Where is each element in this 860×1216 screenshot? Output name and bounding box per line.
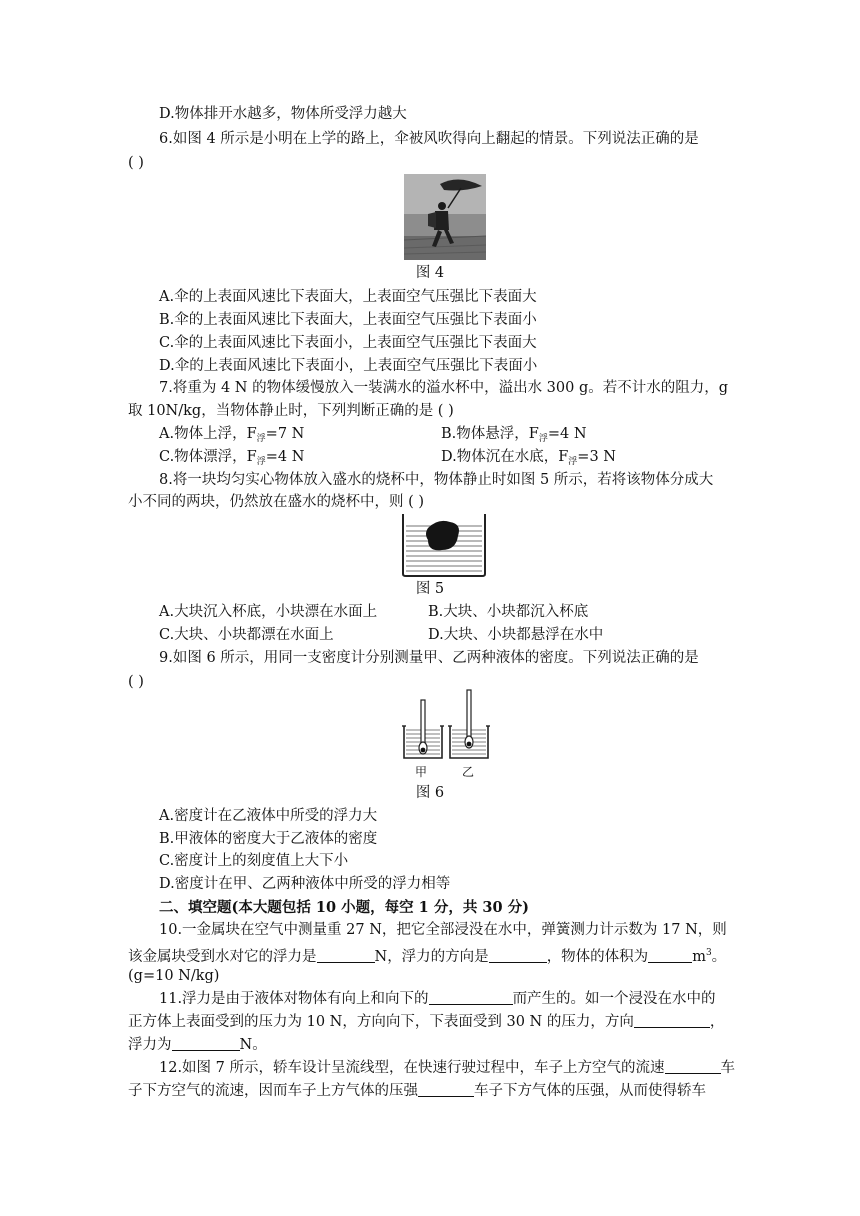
q6-stem: 6.如图 4 所示是小明在上学的路上，伞被风吹得向上翻起的情景。下列说法正确的是 xyxy=(159,131,699,147)
q7-option-a: A.物体上浮，$F_浮=7$ N xyxy=(159,426,305,444)
q11-blank-1[interactable] xyxy=(429,990,513,1005)
q5-option-d: D.物体排开水越多，物体所受浮力越大 xyxy=(159,106,407,122)
q9-option-d: D.密度计在甲、乙两种液体中所受的浮力相等 xyxy=(159,876,451,892)
q9-stem: 9.如图 6 所示，用同一支密度计分别测量甲、乙两种液体的密度。下列说法正确的是 xyxy=(159,650,699,666)
q8-option-a: A.大块沉入杯底，小块漂在水面上 xyxy=(159,604,378,620)
q9-option-c: C.密度计上的刻度值上大下小 xyxy=(159,853,349,869)
q7-option-c: C.物体漂浮，$F_浮=4$ N xyxy=(159,449,305,467)
figure-5-caption: 图 5 xyxy=(415,581,445,597)
q8-stem-cont: 小不同的两块，仍然放在盛水的烧杯中，则 ( ) xyxy=(128,494,425,510)
label-yi: 乙 xyxy=(462,765,475,779)
section-2-heading: 二、填空题(本大题包括 10 小题，每空 1 分，共 30 分) xyxy=(159,899,529,916)
q10-blank-1[interactable] xyxy=(317,948,375,963)
hydrometer-figure-6 xyxy=(400,686,492,764)
q11-blank-3[interactable] xyxy=(172,1036,240,1051)
q8-option-d: D.大块、小块都悬浮在水中 xyxy=(428,627,604,643)
figure-4-caption: 图 4 xyxy=(415,265,445,281)
q12-line1: 12.如图 7 所示，轿车设计呈流线型，在快速行驶过程中，车子上方空气的流速 车 xyxy=(159,1060,736,1076)
q6-option-c: C.伞的上表面风速比下表面小，上表面空气压强比下表面大 xyxy=(159,335,537,351)
q7-stem: 7.将重为 4 N 的物体缓慢放入一装满水的溢水杯中，溢出水 300 g。若不计水的阻力，g xyxy=(159,380,729,396)
q9-option-b: B.甲液体的密度大于乙液体的密度 xyxy=(159,831,378,847)
q6-option-a: A.伞的上表面风速比下表面大，上表面空气压强比下表面大 xyxy=(159,289,537,305)
q10-line1: 10.一金属块在空气中测量重 27 N，把它全部浸没在水中，弹簧测力计示数为 17 N，则 xyxy=(159,922,727,938)
q9-answer-paren: ( ) xyxy=(128,674,144,690)
q7-option-d: D.物体沉在水底，$F_浮=3$ N xyxy=(441,449,616,467)
q10-line3: (g=10 N/kg) xyxy=(128,968,220,984)
q10-blank-2[interactable] xyxy=(489,948,547,963)
q10-line2: 该金属块受到水对它的浮力是 N，浮力的方向是 ，物体的体积为 $m^3$。 xyxy=(128,948,727,965)
q7-stem-cont: 取 10N/kg，当物体静止时，下列判断正确的是 ( ) xyxy=(128,403,454,419)
q12-blank-1[interactable] xyxy=(665,1059,721,1074)
q7-option-b: B.物体悬浮，$F_浮=4$ N xyxy=(441,426,587,444)
umbrella-photo-figure xyxy=(404,174,486,260)
q11-line3: 浮力为 N。 xyxy=(128,1037,267,1053)
q11-line2: 正方体上表面受到的压力为 10 N，方向向下，下表面受到 30 N 的压力，方向 ， xyxy=(128,1014,725,1030)
q11-blank-2[interactable] xyxy=(634,1013,710,1028)
q6-answer-paren: ( ) xyxy=(128,155,144,171)
q6-option-b: B.伞的上表面风速比下表面大，上表面空气压强比下表面小 xyxy=(159,312,537,328)
q11-line1: 11.浮力是由于液体对物体有向上和向下的 而产生的。如一个浸没在水中的 xyxy=(159,991,716,1007)
q12-line2: 子下方空气的流速，因而车子上方气体的压强 车子下方气体的压强，从而使得轿车 xyxy=(128,1083,706,1099)
q8-option-c: C.大块、小块都漂在水面上 xyxy=(159,627,334,643)
q10-blank-3[interactable] xyxy=(648,948,692,963)
q12-blank-2[interactable] xyxy=(418,1082,474,1097)
figure-6-caption: 图 6 xyxy=(415,785,445,801)
q6-option-d: D.伞的上表面风速比下表面小，上表面空气压强比下表面小 xyxy=(159,358,538,374)
q8-stem: 8.将一块均匀实心物体放入盛水的烧杯中，物体静止时如图 5 所示，若将该物体分成大 xyxy=(159,472,714,488)
beaker-figure-5 xyxy=(398,510,490,578)
q9-option-a: A.密度计在乙液体中所受的浮力大 xyxy=(159,808,378,824)
label-jia: 甲 xyxy=(415,765,428,779)
q8-option-b: B.大块、小块都沉入杯底 xyxy=(428,604,589,620)
